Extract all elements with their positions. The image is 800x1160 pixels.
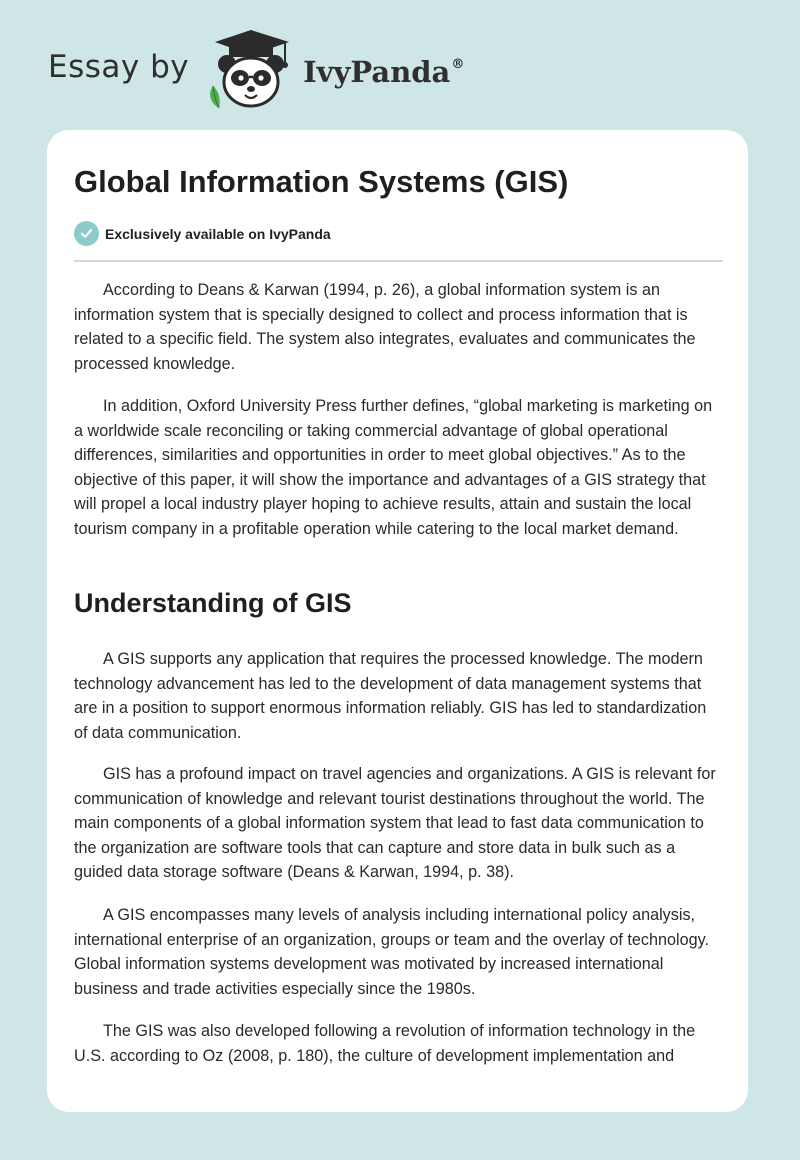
paragraph: A GIS supports any application that requires the processed knowledge. The modern technology advancement has led to the development of data management systems that are in a position to support enormous information reliably. GIS has led to standardization of data communication. <box>74 650 707 742</box>
exclusive-label: Exclusively available on IvyPanda <box>105 225 331 242</box>
divider <box>74 260 723 262</box>
page-title: Global Information Systems (GIS) <box>74 164 569 199</box>
paragraph: GIS has a profound impact on travel agencies and organizations. A GIS is relevant for communication of knowledge and relevant tourist destinations throughout the world. The main components of a global information system that lead to fast data communication to the organization are software tools that can capture and store data in bulk such as a guided data storage software (Deans & Karwan, 1994, p. 38). <box>74 765 716 882</box>
paragraph: A GIS encompasses many levels of analysis including international policy analysis, international enterprise of an organization, groups or team and the overlay of technology. Global information systems development was motivated by increased international business and trade activities especially since the 1980s. <box>74 906 710 998</box>
paragraph: The GIS was also developed following a revolution of information technology in the U.S. according to Oz (2008, p. 180), the culture of development implementation and <box>74 1022 696 1065</box>
check-circle-icon <box>74 221 99 246</box>
section-heading: Understanding of GIS <box>74 588 352 618</box>
essay-by-label: Essay by <box>48 49 190 85</box>
panda-graduate-icon[interactable] <box>205 28 297 112</box>
essay-card <box>47 130 748 1112</box>
registered-mark: ® <box>451 57 465 72</box>
paragraph: According to Deans & Karwan (1994, p. 26), a global information system is an information system that is specially designed to collect and process information that is related to a specific field. The system also integrates, evaluates and communicates the processed knowledge. <box>74 281 696 373</box>
brand-name[interactable]: IvyPanda® <box>303 55 465 89</box>
exclusive-badge <box>74 221 331 246</box>
site-header <box>48 28 464 112</box>
paragraph: In addition, Oxford University Press further defines, “global marketing is marketing on a worldwide scale reconciling or taking commercial advantage of global operational differences, similarities and opportunities in order to meet global objectives.” As to the objective of this paper, it will show the importance and advantages of a GIS strategy that will propel a local industry player hoping to achieve results, attain and sustain the local tourism company in a profitable operation while catering to the local market demand. <box>74 397 713 538</box>
